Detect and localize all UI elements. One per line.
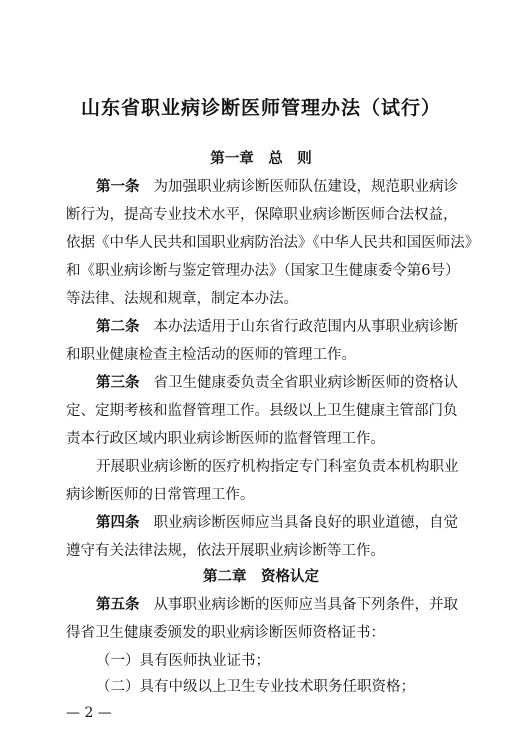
article-4-first-line — [96, 513, 458, 533]
article-label: 第一条 — [96, 179, 140, 195]
list-item: （一）具有医师执业证书； — [96, 653, 270, 669]
article-text: 从事职业病诊断的医师应当具备下列条件，并取 — [153, 597, 458, 613]
article-label: 第五条 — [96, 597, 140, 613]
article-5-first-line — [96, 595, 458, 615]
article-text: 本办法适用于山东省行政范围内从事职业病诊断 — [153, 319, 458, 335]
article-text: 省卫生健康委负责全省职业病诊断医师的资格认 — [153, 375, 458, 391]
article-4-line: 遵守有关法律法规，依法开展职业病诊断等工作。 — [66, 543, 385, 559]
article-3-line: 定、定期考核和监督管理工作。县级以上卫生健康主管部门负 — [66, 403, 458, 419]
paragraph-line: 开展职业病诊断的医疗机构指定专门科室负责本机构职业 — [96, 459, 459, 475]
list-item: （二）具有中级以上卫生专业技术职务任职资格； — [96, 679, 415, 695]
article-2-first-line — [96, 317, 458, 337]
chapter-heading-1: 第一章 总 则 — [210, 151, 312, 167]
article-1-line: 等法律、法规和规章，制定本办法。 — [66, 291, 298, 307]
article-text: 为加强职业病诊断医师队伍建设，规范职业病诊 — [153, 179, 458, 195]
chapter-heading-2: 第二章 资格认定 — [203, 569, 319, 585]
article-1-line: 和《职业病诊断与鉴定管理办法》（国家卫生健康委令第6号） — [66, 263, 460, 279]
article-3-line: 责本行政区域内职业病诊断医师的监督管理工作。 — [66, 431, 385, 447]
paragraph-line: 病诊断医师的日常管理工作。 — [66, 487, 255, 503]
article-2-line: 和职业健康检查主检活动的医师的管理工作。 — [66, 347, 356, 363]
article-label: 第四条 — [96, 515, 140, 531]
article-text: 职业病诊断医师应当具备良好的职业道德，自觉 — [153, 515, 458, 531]
article-3-first-line — [96, 373, 458, 393]
page-number: — 2 — — [66, 705, 112, 721]
article-label: 第三条 — [96, 375, 140, 391]
article-1-line: 断行为，提高专业技术水平，保障职业病诊断医师合法权益， — [66, 207, 458, 223]
document-title: 山东省职业病诊断医师管理办法（试行） — [80, 97, 441, 119]
article-5-line: 得省卫生健康委颁发的职业病诊断医师资格证书： — [66, 625, 385, 641]
article-1-first-line — [96, 177, 458, 197]
article-label: 第二条 — [96, 319, 140, 335]
article-1-line: 依据《中华人民共和国职业病防治法》《中华人民共和国医师法》 — [66, 235, 480, 251]
